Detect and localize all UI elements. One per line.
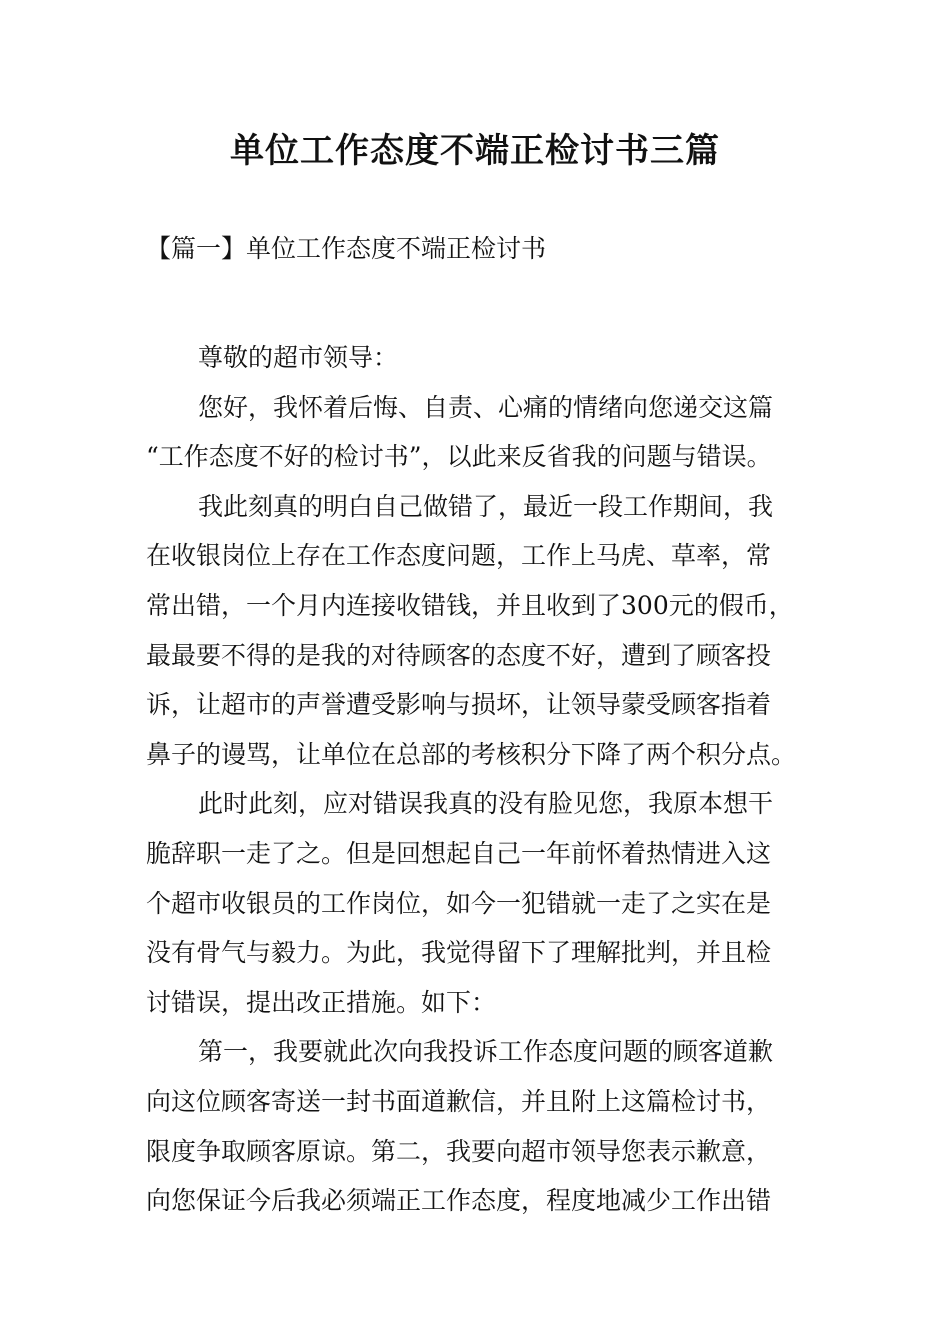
paragraph-line: 向这位顾客寄送一封书面道歉信，并且附上这篇检讨书， <box>146 1086 772 1116</box>
paragraph-line: 诉，让超市的声誉遭受影响与损坏，让领导蒙受顾客指着 <box>146 690 772 720</box>
paragraph-line: 脆辞职一走了之。但是回想起自己一年前怀着热情进入这 <box>146 838 772 868</box>
paragraph-line: 向您保证今后我必须端正工作态度，程度地减少工作出错 <box>146 1186 772 1216</box>
paragraph-line: 第一，我要就此次向我投诉工作态度问题的顾客道歉 <box>198 1037 774 1067</box>
document-title: 单位工作态度不端正检讨书三篇 <box>230 131 720 171</box>
salutation-line: 尊敬的超市领导： <box>198 343 399 372</box>
paragraph-line: 此时此刻，应对错误我真的没有脸见您，我原本想干 <box>198 789 774 819</box>
paragraph-line: 最最要不得的是我的对待顾客的态度不好，遭到了顾客投 <box>146 640 772 670</box>
paragraph-line: “工作态度不好的检讨书”，以此来反省我的问题与错误。 <box>146 442 772 472</box>
document-body <box>146 333 806 1226</box>
paragraph-line: 没有骨气与毅力。为此，我觉得留下了理解批判，并且检 <box>146 938 772 968</box>
section-heading: 【篇一】单位工作态度不端正检讨书 <box>146 234 547 263</box>
paragraph-line: 在收银岗位上存在工作态度问题，工作上马虎、草率，常 <box>146 541 772 571</box>
paragraph-line: 您好，我怀着后悔、自责、心痛的情绪向您递交这篇 <box>198 392 774 422</box>
paragraph-line: 常出错，一个月内连接收错钱，并且收到了300元的假币， <box>146 590 794 620</box>
paragraph-line: 个超市收银员的工作岗位，如今一犯错就一走了之实在是 <box>146 888 772 918</box>
paragraph-line: 讨错误，提出改正措施。如下： <box>146 987 497 1017</box>
paragraph-line: 鼻子的谩骂，让单位在总部的考核积分下降了两个积分点。 <box>146 739 797 769</box>
paragraph-line: 我此刻真的明白自己做错了，最近一段工作期间，我 <box>198 491 774 521</box>
paragraph-line: 限度争取顾客原谅。第二，我要向超市领导您表示歉意， <box>146 1136 772 1166</box>
